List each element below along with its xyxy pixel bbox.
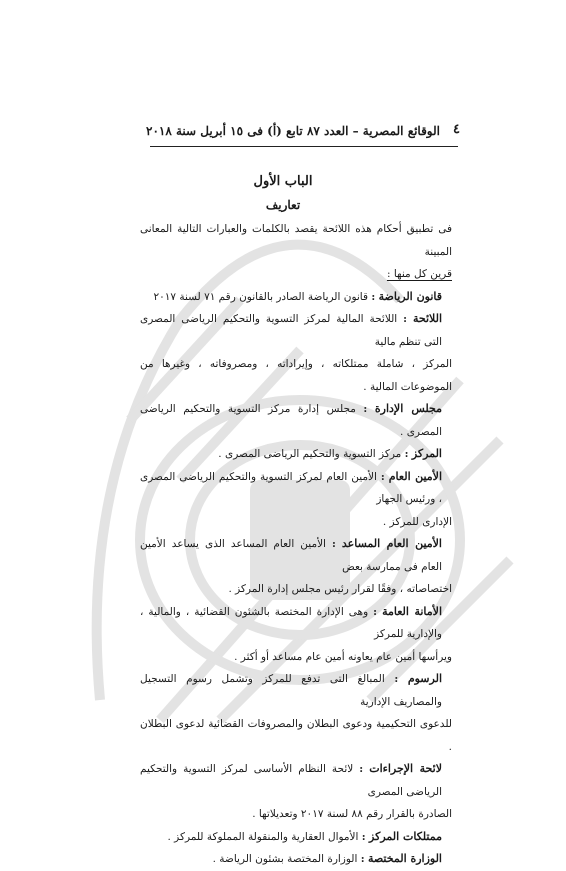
definition-separator: : (403, 313, 408, 325)
definition-item (140, 758, 452, 826)
definition-text: وهى الإدارة المختصة بالشئون القضائية ، والمالية ، والإدارية للمركز (140, 605, 442, 640)
definition-item (140, 668, 452, 758)
definition-term: الأمين العام المساعد (341, 537, 442, 550)
definition-term: ممتلكات المركز (369, 829, 442, 843)
definition-text: قانون الرياضة الصادر بالقانون رقم ٧١ لسنة ٢٠١٧ (153, 290, 369, 303)
header-rule (150, 146, 458, 147)
definition-text: مركز التسوية والتحكيم الرياضى المصرى . (218, 448, 402, 460)
definitions-body (140, 218, 452, 871)
definition-separator: : (332, 538, 336, 550)
definition-item (140, 533, 452, 601)
definition-term: الأمين العام (388, 469, 442, 483)
definition-item (140, 286, 452, 309)
definition-term: الأمانة العامة (382, 604, 442, 618)
definition-continuation: للدعوى التحكيمية ودعوى البطلان والمصروفات القضائية لدعوى البطلان . (140, 718, 452, 753)
definition-text: لائحة النظام الأساسى لمركز التسوية والتحكيم الرياضى المصرى (140, 763, 442, 798)
chapter-subtitle: تعاريف (265, 198, 301, 212)
definition-item (140, 308, 452, 398)
definition-term: لائحة الإجراءات (369, 762, 442, 775)
definition-continuation: المركز ، شاملة ممتلكاته ، وإيراداته ، ومصروفاته ، وغيرها من الموضوعات المالية . (140, 358, 452, 393)
definition-item (140, 398, 452, 443)
definition-text: الأموال العقارية والمنقولة المملوكة للمركز . (167, 830, 359, 843)
definition-separator: : (394, 673, 399, 685)
definition-term: المركز (411, 447, 442, 460)
definition-continuation: الإدارى للمركز . (382, 515, 452, 528)
definition-separator: : (359, 763, 364, 775)
definition-text: الأمين العام لمركز التسوية والتحكيم الرياضى المصرى ، ورئيس الجهاز (140, 470, 442, 505)
definition-continuation: اختصاصاته ، وفقًا لقرار رئيس مجلس إدارة المركز . (228, 583, 452, 595)
definition-text: مجلس إدارة مركز التسوية والتحكيم الرياضى المصرى . (140, 403, 442, 438)
definition-term: اللائحة (412, 312, 443, 325)
definition-item (140, 601, 452, 669)
definition-item (140, 443, 452, 466)
definition-continuation: الصادرة بالقرار رقم ٨٨ لسنة ٢٠١٧ وتعديلاتها . (252, 808, 452, 820)
definition-term: الوزارة المختصة (368, 852, 442, 865)
definition-text: الأمين العام المساعد الذى يساعد الأمين العام فى ممارسة بعض (140, 538, 442, 573)
definition-item (140, 466, 452, 534)
definition-continuation: ويرأسها أمين عام يعاونه أمين عام مساعد أو أكثر . (234, 650, 452, 663)
definition-term: الرسوم (407, 672, 442, 685)
intro-line-2: قرين كل منها : (386, 268, 452, 280)
intro-line-1: فى تطبيق أحكام هذه اللائحة يقصد بالكلمات والعبارات التالية المعانى المبينة (140, 223, 452, 258)
definition-term: مجلس الإدارة (374, 402, 442, 415)
definition-text: المبالغ التى تدفع للمركز وتشمل رسوم التسجيل والمصاريف الإدارية (140, 673, 442, 708)
definition-separator: : (361, 830, 366, 843)
definition-text: اللائحة المالية لمركز التسوية والتحكيم الرياضى المصرى التى تنظم مالية (140, 313, 442, 348)
definitions-list (140, 286, 452, 871)
definition-text: الوزارة المختصة بشئون الرياضة . (212, 853, 358, 865)
definition-item (140, 826, 452, 849)
definition-separator: : (371, 290, 376, 303)
definition-separator: : (404, 448, 409, 460)
page-header (146, 120, 460, 142)
page-number: ٤ (453, 122, 460, 137)
definition-separator: : (363, 403, 368, 415)
definition-separator: : (360, 853, 365, 865)
definition-item (140, 848, 452, 871)
gazette-title: الوقائع المصرية – العدد ٨٧ تابع (أ) فى ١٥ أبريل سنة ٢٠١٨ (146, 124, 440, 138)
definition-term: قانون الرياضة (378, 289, 442, 303)
chapter-title: الباب الأول (253, 174, 313, 189)
definition-separator: : (373, 605, 378, 618)
definition-separator: : (380, 470, 385, 483)
